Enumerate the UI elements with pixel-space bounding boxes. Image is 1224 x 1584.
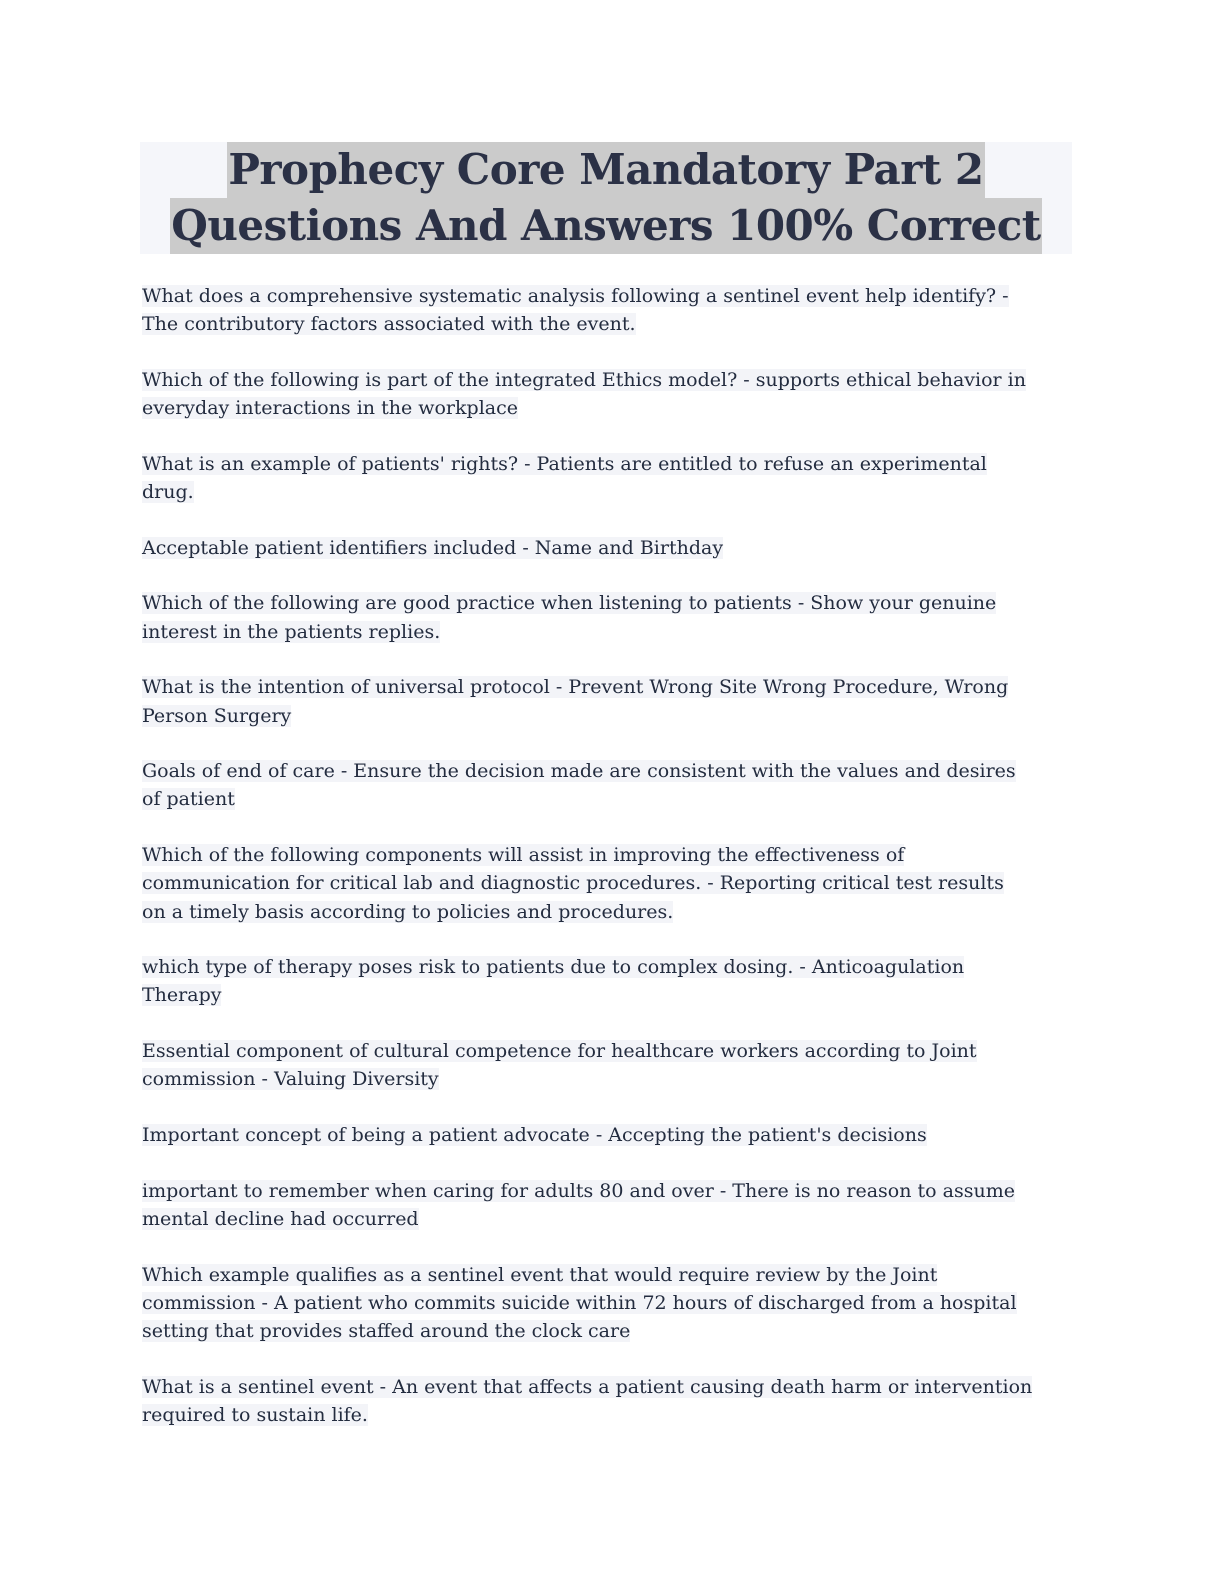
qa-text: Which of the following is part of the integrated Ethics model? - supports ethical behavior in everyday interactions in the workplace <box>142 368 1026 420</box>
qa-item <box>142 1177 1072 1233</box>
qa-text: Important concept of being a patient advocate - Accepting the patient's decisions <box>142 1124 927 1147</box>
qa-item <box>142 282 1072 338</box>
document-title <box>140 142 1072 254</box>
qa-item <box>142 1037 1072 1093</box>
qa-item <box>142 673 1072 729</box>
qa-text: Which of the following are good practice when listening to patients - Show your genuine interest in the patients replies. <box>142 592 997 643</box>
qa-text: important to remember when caring for adults 80 and over - There is no reason to assume mental decline had occurred <box>142 1179 1015 1230</box>
qa-list <box>142 282 1072 1457</box>
qa-item <box>142 757 1072 813</box>
qa-text: Acceptable patient identifiers included - Name and Birthday <box>142 536 724 559</box>
qa-text: which type of therapy poses risk to patients due to complex dosing. - Anticoagulation Therapy <box>142 956 965 1007</box>
qa-text: Goals of end of care - Ensure the decision made are consistent with the values and desires of patient <box>142 760 1016 811</box>
qa-item <box>142 841 1072 926</box>
qa-item <box>142 450 1072 506</box>
title-line-2: Questions And Answers 100% Correct <box>170 198 1041 254</box>
qa-text: What is an example of patients' rights? - Patients are entitled to refuse an experimental drug. <box>142 452 987 504</box>
title-line-1: Prophecy Core Mandatory Part 2 <box>227 142 984 198</box>
qa-item <box>142 1121 1072 1149</box>
qa-text: What does a comprehensive systematic analysis following a sentinel event help identify? - The contributory factors associated with the event. <box>142 285 1009 336</box>
qa-item <box>142 534 1072 562</box>
qa-item <box>142 1261 1072 1346</box>
qa-item <box>142 366 1072 422</box>
qa-text: What is a sentinel event - An event that affects a patient causing death harm or intervention required to sustain life. <box>142 1375 1033 1426</box>
qa-text: Which of the following components will assist in improving the effectiveness of communication for critical lab and diagnostic procedures. - Reporting critical test results on a timely basis according to policies and procedures. <box>142 844 1004 923</box>
qa-text: What is the intention of universal protocol - Prevent Wrong Site Wrong Procedure, Wrong Person Surgery <box>142 676 1009 727</box>
qa-item <box>142 1373 1072 1429</box>
qa-item <box>142 953 1072 1009</box>
qa-item <box>142 589 1072 645</box>
qa-text: Essential component of cultural competence for healthcare workers according to Joint commission - Valuing Diversity <box>142 1040 977 1091</box>
qa-text: Which example qualifies as a sentinel event that would require review by the Joint commission - A patient who commits suicide within 72 hours of discharged from a hospital setting that provides staffed around the clock care <box>142 1263 1017 1343</box>
